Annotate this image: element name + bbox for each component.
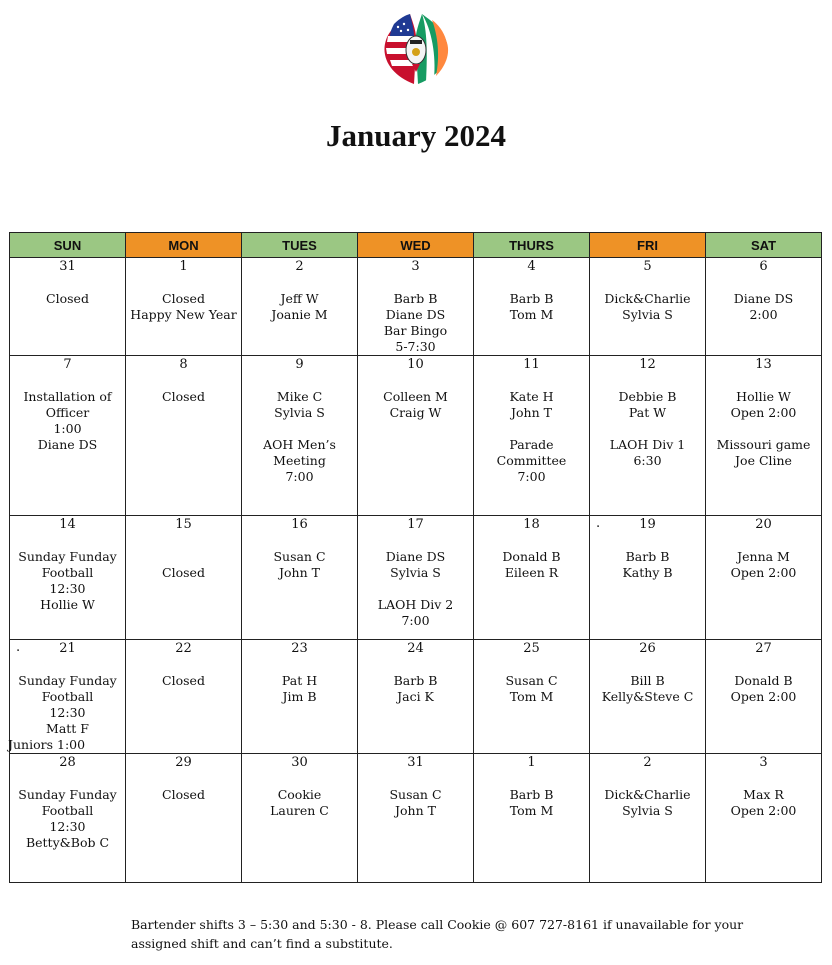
day-number: 10	[407, 357, 424, 372]
day-cell	[590, 356, 706, 516]
day-cell	[126, 640, 242, 754]
day-cell	[474, 754, 590, 883]
day-number: 29	[175, 755, 192, 770]
day-schedule: Sunday Funday Football 12:30 Matt F	[18, 673, 117, 736]
day-cell	[590, 516, 706, 640]
day-schedule: Closed	[162, 787, 205, 802]
day-number: 31	[59, 259, 76, 274]
dot-mark: .	[596, 516, 601, 531]
day-schedule: Dick&Charlie Sylvia S	[604, 291, 691, 322]
day-cell	[706, 356, 822, 516]
day-schedule: Diane DS Sylvia S LAOH Div 2 7:00	[377, 549, 454, 628]
day-schedule: Barb B Diane DS Bar Bingo 5-7:30	[383, 291, 448, 354]
week-row	[10, 356, 822, 516]
day-schedule: Donald B Open 2:00	[730, 673, 797, 704]
day-schedule: Jenna M Open 2:00	[730, 549, 797, 580]
day-schedule: Sunday Funday Football 12:30 Betty&Bob C	[18, 787, 117, 850]
day-number: 15	[175, 517, 192, 532]
day-number: 6	[759, 259, 768, 274]
day-number: 3	[759, 755, 768, 770]
weekday-header-thurs: THURS	[474, 233, 590, 258]
day-schedule: Cookie Lauren C	[270, 787, 329, 818]
day-cell	[358, 640, 474, 754]
weekday-header-mon: MON	[126, 233, 242, 258]
day-cell	[242, 356, 358, 516]
week-row	[10, 754, 822, 883]
day-cell	[474, 356, 590, 516]
day-schedule: Barb B Kathy B	[622, 549, 673, 580]
page-title: January 2024	[326, 118, 506, 153]
day-schedule: Closed	[46, 291, 89, 306]
day-schedule: Bill B Kelly&Steve C	[601, 673, 694, 704]
day-schedule: Barb B Tom M	[509, 291, 554, 322]
day-schedule: Barb B Jaci K	[393, 673, 438, 704]
day-number: 19	[639, 517, 656, 532]
calendar-grid	[9, 232, 822, 883]
day-number: 3	[411, 259, 420, 274]
day-number: 20	[755, 517, 772, 532]
day-cell	[358, 356, 474, 516]
day-number: 26	[639, 641, 656, 656]
day-cell	[242, 640, 358, 754]
day-cell	[474, 640, 590, 754]
day-number: 24	[407, 641, 424, 656]
day-cell	[126, 258, 242, 356]
weekday-header-row	[10, 233, 822, 258]
day-number: 21	[59, 641, 76, 656]
day-number: 28	[59, 755, 76, 770]
day-number: 7	[63, 357, 72, 372]
day-cell	[590, 258, 706, 356]
day-schedule: Susan C John T	[389, 787, 442, 818]
day-schedule: Closed	[162, 389, 205, 404]
day-schedule: Donald B Eileen R	[502, 549, 561, 580]
day-schedule: Closed	[162, 673, 205, 688]
day-cell	[10, 516, 126, 640]
day-cell	[706, 640, 822, 754]
week-row	[10, 258, 822, 356]
day-number: 23	[291, 641, 308, 656]
day-schedule: Kate H John T Parade Committee 7:00	[496, 389, 567, 484]
day-number: 16	[291, 517, 308, 532]
weekday-header-tues: TUES	[242, 233, 358, 258]
day-cell	[706, 258, 822, 356]
day-cell	[126, 356, 242, 516]
day-cell	[242, 516, 358, 640]
day-schedule: Colleen M Craig W	[383, 389, 448, 420]
day-cell	[590, 754, 706, 883]
week-row	[10, 516, 822, 640]
shamrock-flags-emblem-icon	[374, 6, 458, 90]
day-cell	[10, 754, 126, 883]
day-number: 18	[523, 517, 540, 532]
day-schedule: Installation of Officer 1:00 Diane DS	[23, 389, 112, 452]
day-number: 25	[523, 641, 540, 656]
day-number: 31	[407, 755, 424, 770]
day-schedule: Closed	[162, 565, 205, 580]
day-cell	[474, 258, 590, 356]
day-schedule: Hollie W Open 2:00 Missouri game Joe Cline	[716, 389, 811, 468]
day-cell	[242, 258, 358, 356]
day-cell	[126, 754, 242, 883]
day-cell	[10, 640, 126, 754]
day-number: 12	[639, 357, 656, 372]
day-schedule: Dick&Charlie Sylvia S	[604, 787, 691, 818]
day-schedule: Closed Happy New Year	[130, 291, 237, 322]
day-number: 30	[291, 755, 308, 770]
day-schedule: Jeff W Joanie M	[271, 291, 328, 322]
day-schedule: Sunday Funday Football 12:30 Hollie W	[18, 549, 117, 612]
day-cell	[10, 258, 126, 356]
day-number: 2	[643, 755, 652, 770]
day-number: 4	[527, 259, 536, 274]
day-number: 1	[527, 755, 536, 770]
day-cell	[358, 516, 474, 640]
day-schedule: Susan C Tom M	[505, 673, 558, 704]
day-number: 11	[523, 357, 540, 372]
weekday-header-sat: SAT	[706, 233, 822, 258]
day-cell	[706, 754, 822, 883]
weekday-header-fri: FRI	[590, 233, 706, 258]
day-number: 27	[755, 641, 772, 656]
day-cell	[590, 640, 706, 754]
week-row	[10, 640, 822, 754]
day-number: 17	[407, 517, 424, 532]
day-schedule: Barb B Tom M	[509, 787, 554, 818]
day-number: 13	[755, 357, 772, 372]
day-number: 8	[179, 357, 188, 372]
day-number: 5	[643, 259, 652, 274]
day-number: 22	[175, 641, 192, 656]
day-number: 1	[179, 259, 188, 274]
day-cell	[358, 754, 474, 883]
day-cell	[242, 754, 358, 883]
dot-mark: .	[16, 640, 21, 655]
day-schedule: Pat H Jim B	[281, 673, 318, 704]
day-cell	[126, 516, 242, 640]
day-cell	[358, 258, 474, 356]
day-cell	[706, 516, 822, 640]
day-schedule: Mike C Sylvia S AOH Men’s Meeting 7:00	[263, 389, 336, 484]
weekday-header-wed: WED	[358, 233, 474, 258]
day-schedule-extra: Juniors 1:00	[8, 737, 86, 752]
day-cell	[10, 356, 126, 516]
day-cell	[474, 516, 590, 640]
day-schedule: Diane DS 2:00	[733, 291, 794, 322]
footer-note: Bartender shifts 3 – 5:30 and 5:30 - 8. Please call Cookie @ 607 727-8161 if unavailable for your assigned shift and can’t find a substitute.	[131, 917, 744, 951]
day-schedule: Susan C John T	[273, 549, 326, 580]
day-number: 9	[295, 357, 304, 372]
day-number: 2	[295, 259, 304, 274]
day-schedule: Max R Open 2:00	[730, 787, 797, 818]
day-schedule: Debbie B Pat W LAOH Div 1 6:30	[609, 389, 686, 468]
day-number: 14	[59, 517, 76, 532]
weekday-header-sun: SUN	[10, 233, 126, 258]
